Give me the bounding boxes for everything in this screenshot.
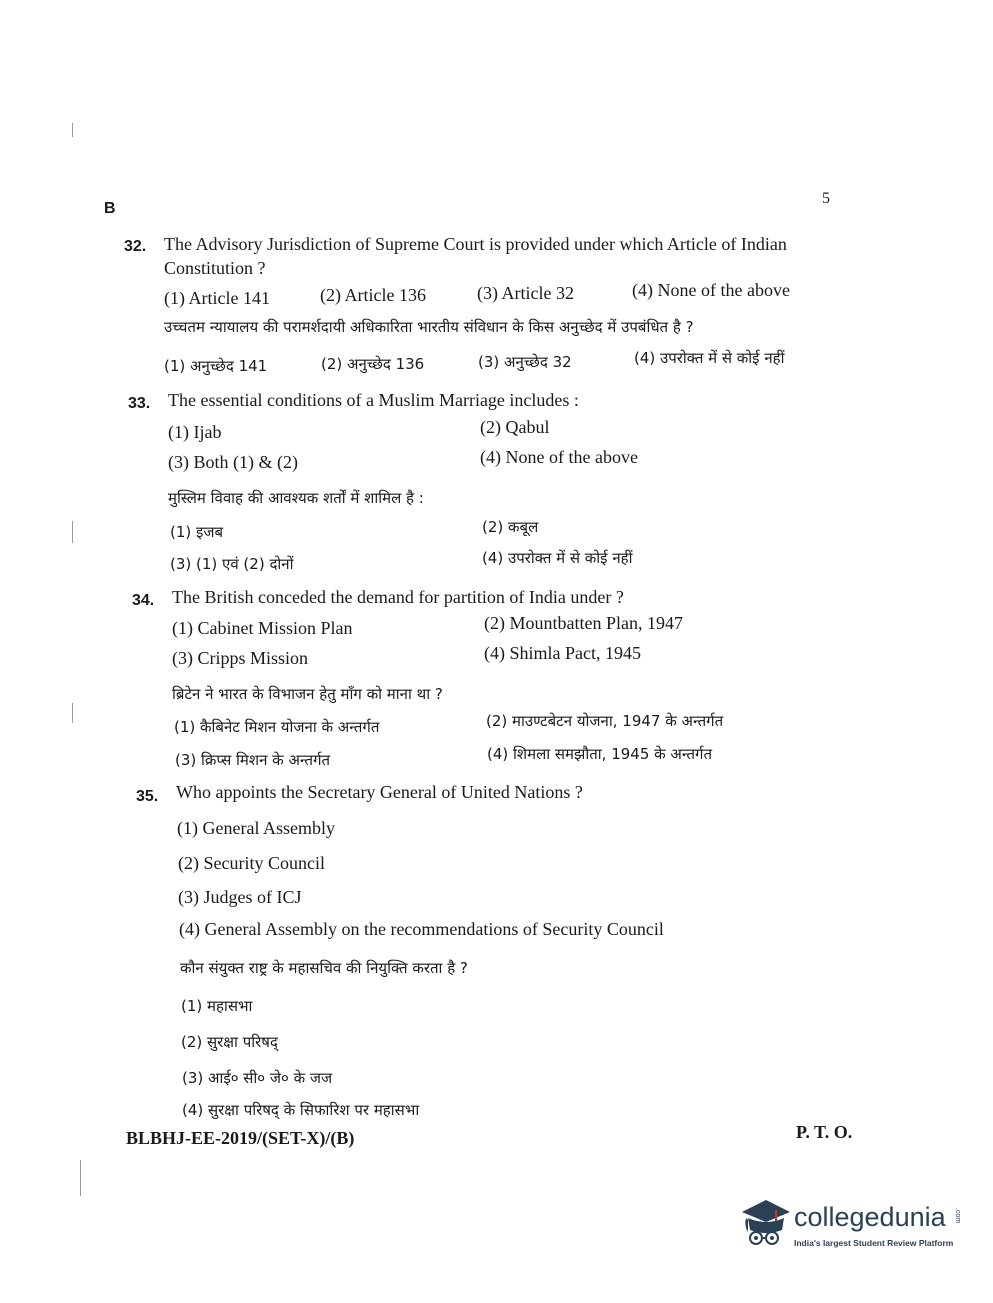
option-hi: (3) आई० सी० जे० के जज	[182, 1069, 333, 1087]
option-hi: (4) उपरोक्त में से कोई नहीं	[634, 349, 785, 367]
option-en: (4) None of the above	[632, 280, 790, 300]
option-hi: (4) उपरोक्त में से कोई नहीं	[482, 549, 633, 567]
question-text-hi: उच्चतम न्यायालय की परामर्शदायी अधिकारिता भारतीय संविधान के किस अनुच्छेद में उपबंधित है ?	[164, 318, 694, 336]
set-code: B	[104, 200, 116, 217]
margin-mark-top	[72, 123, 73, 137]
option-en: (2) Mountbatten Plan, 1947	[484, 613, 683, 633]
page-number: 5	[822, 190, 830, 207]
option-en: (1) Cabinet Mission Plan	[172, 618, 353, 638]
question-text-en: The British conceded the demand for partition of India under ?	[172, 587, 624, 607]
student-mascot-icon	[736, 1196, 792, 1252]
question-text-hi: कौन संयुक्त राष्ट्र के महासचिव की नियुक्ति करता है ?	[180, 959, 468, 977]
logo-wordmark: collegedunia	[794, 1202, 946, 1232]
option-en: (3) Article 32	[477, 283, 574, 303]
question-number: 35.	[136, 788, 159, 805]
option-en: (1) General Assembly	[177, 818, 335, 838]
option-hi: (4) सुरक्षा परिषद् के सिफारिश पर महासभा	[182, 1101, 420, 1119]
option-hi: (3) क्रिप्स मिशन के अन्तर्गत	[175, 751, 331, 769]
option-en: (2) Article 136	[320, 285, 426, 305]
option-hi: (4) शिमला समझौता, 1945 के अन्तर्गत	[487, 745, 713, 763]
option-en: (1) Ijab	[168, 422, 222, 442]
option-en: (2) Qabul	[480, 417, 550, 437]
question-text-hi: ब्रिटेन ने भारत के विभाजन हेतु माँग को माना था ?	[172, 685, 443, 703]
option-en: (3) Judges of ICJ	[178, 887, 302, 907]
margin-mark-bottom	[80, 1160, 81, 1196]
option-en: (2) Security Council	[178, 853, 325, 873]
option-hi: (2) माउण्टबेटन योजना, 1947 के अन्तर्गत	[486, 712, 724, 730]
question-number: 32.	[124, 238, 147, 255]
option-en: (1) Article 141	[164, 288, 270, 308]
option-hi: (2) सुरक्षा परिषद्	[181, 1033, 278, 1051]
option-en: (4) None of the above	[480, 447, 638, 467]
option-hi: (2) अनुच्छेद 136	[321, 355, 425, 373]
question-text-en: The Advisory Jurisdiction of Supreme Court is provided under which Article of Indian Constitution ?	[164, 234, 787, 278]
option-en: (4) General Assembly on the recommendations of Security Council	[179, 919, 664, 939]
question-text-hi: मुस्लिम विवाह की आवश्यक शर्तों में शामिल है :	[168, 489, 424, 507]
option-en: (3) Both (1) & (2)	[168, 452, 298, 472]
collegedunia-logo[interactable]	[736, 1196, 966, 1258]
option-hi: (1) इजब	[170, 523, 224, 541]
question-text-en: The essential conditions of a Muslim Marriage includes :	[168, 390, 579, 410]
option-en: (3) Cripps Mission	[172, 648, 309, 668]
paper-code: BLBHJ-EE-2019/(SET-X)/(B)	[126, 1128, 355, 1148]
margin-mark-middle	[72, 521, 73, 543]
option-hi: (1) कैबिनेट मिशन योजना के अन्तर्गत	[174, 718, 380, 736]
logo-tagline: India's largest Student Review Platform	[794, 1238, 954, 1248]
option-hi: (3) (1) एवं (2) दोनों	[170, 555, 294, 573]
option-hi: (2) कबूल	[482, 518, 539, 536]
question-number: 34.	[132, 592, 155, 609]
margin-mark-lower	[72, 703, 73, 723]
option-en: (4) Shimla Pact, 1945	[484, 643, 641, 663]
option-hi: (3) अनुच्छेद 32	[478, 353, 572, 371]
question-number: 33.	[128, 395, 151, 412]
logo-domain: .com	[954, 1208, 961, 1224]
option-hi: (1) महासभा	[181, 997, 253, 1015]
question-text-en: Who appoints the Secretary General of United Nations ?	[176, 782, 583, 802]
pto-label: P. T. O.	[796, 1122, 853, 1142]
option-hi: (1) अनुच्छेद 141	[164, 357, 268, 375]
